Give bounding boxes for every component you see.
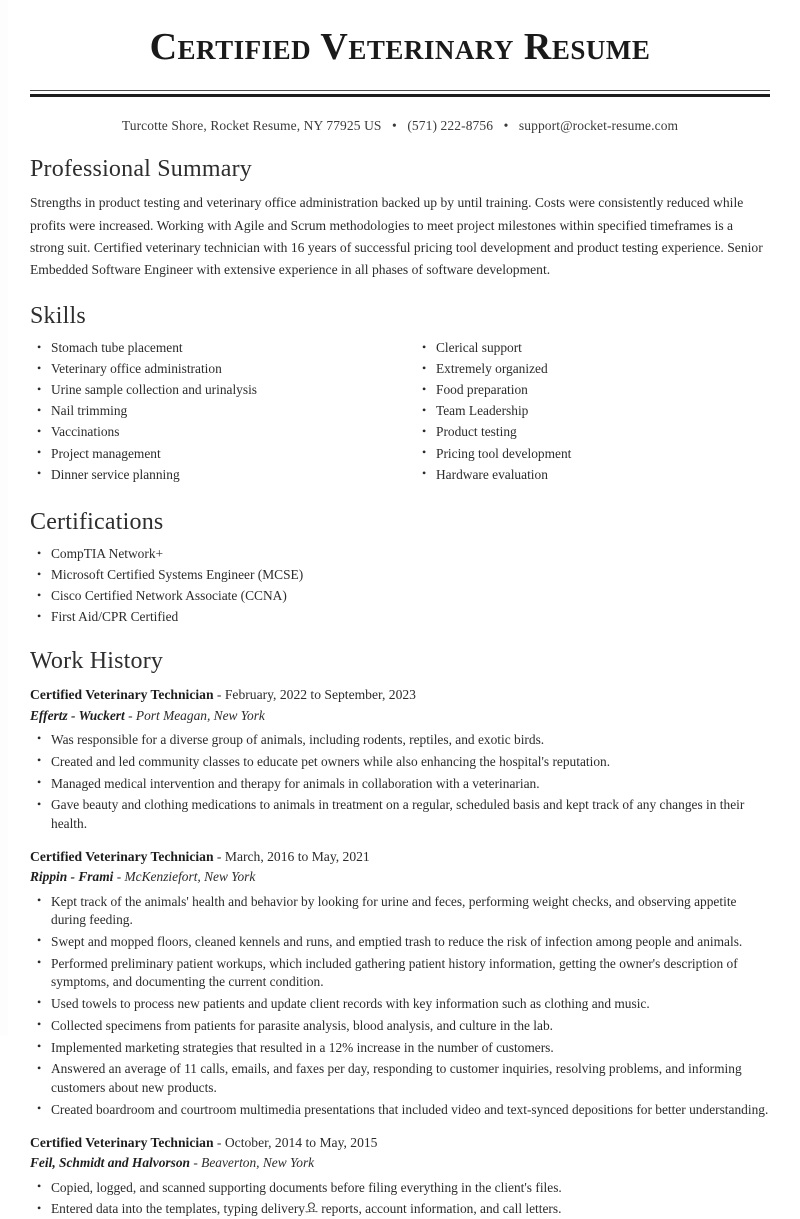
- divider-thick-line: [30, 94, 770, 97]
- work-history-entry: [30, 1133, 770, 1219]
- contact-email: support@rocket-resume.com: [518, 117, 679, 133]
- list-item: • Gave beauty and clothing medications to animals in treatment on a regular, scheduled basis and kept track of any changes in their health.: [30, 796, 770, 833]
- list-item: • Kept track of the animals' health and behavior by looking for urine and feces, performing weight checks, and observing appetite during feeding.: [30, 893, 770, 930]
- job-company: Feil, Schmidt and Halvorson: [30, 1155, 190, 1171]
- section-professional-summary: [30, 155, 770, 281]
- job-separator: -: [216, 849, 222, 865]
- list-item: • Answered an average of 11 calls, emails, and faxes per day, responding to customer inquiries, resolving problems, and informing customers about new products.: [30, 1060, 770, 1097]
- job-dates: October, 2014 to May, 2015: [224, 1135, 378, 1151]
- certifications-list: [30, 545, 770, 626]
- section-work-history: [30, 647, 770, 1218]
- job-title: Certified Veterinary Technician: [30, 1135, 214, 1151]
- list-item: • First Aid/CPR Certified: [30, 608, 770, 626]
- list-item: • Dinner service planning: [30, 466, 400, 484]
- list-item: • Collected specimens from patients for parasite analysis, blood analysis, and culture in the lab.: [30, 1017, 770, 1035]
- list-item: • Used towels to process new patients and update client records with key information such as clothing and music.: [30, 995, 770, 1013]
- job-location: Port Meagan, New York: [135, 707, 265, 723]
- list-item: • Team Leadership: [415, 402, 770, 420]
- page-edge: [0, 0, 8, 1035]
- contact-phone: (571) 222-8756: [407, 117, 494, 133]
- job-separator: -: [128, 707, 133, 723]
- list-item: • Cisco Certified Network Associate (CCNA): [30, 587, 770, 605]
- work-history-entry: [30, 847, 770, 1119]
- page-title: Certified Veterinary Resume: [149, 26, 651, 68]
- job-responsibilities: [30, 893, 770, 1119]
- summary-text: Strengths in product testing and veterinary office administration backed up by until training. Costs were consistently reduced while profits were increased. Working with Agile and Scrum methodologies to meet project milestones within specified timeframes is a strong suit. Certified veterinary technician with 16 years of successful pricing tool development and product testing experience. Senior Embedded Software Engineer with extensive experience in all phases of software development.: [30, 195, 763, 277]
- list-item: • Performed preliminary patient workups, which included gathering patient history information, getting the owner's description of symptoms, and documenting the current condition.: [30, 955, 770, 992]
- job-title: Certified Veterinary Technician: [30, 849, 214, 865]
- job-dates: February, 2022 to September, 2023: [224, 687, 416, 703]
- job-location: Beaverton, New York: [201, 1155, 315, 1171]
- list-item: • Veterinary office administration: [30, 360, 400, 378]
- header-divider: [30, 90, 770, 97]
- job-subheading: [30, 706, 770, 726]
- list-item: • Hardware evaluation: [415, 466, 770, 484]
- job-company: Rippin - Frami: [30, 869, 114, 885]
- contact-separator-2: •: [503, 117, 509, 133]
- skills-column-right: [400, 339, 770, 486]
- section-title-skills: Skills: [30, 302, 86, 329]
- list-item: • Project management: [30, 445, 400, 463]
- skills-columns: [30, 339, 770, 486]
- skills-list-left: [30, 339, 400, 483]
- job-separator: -: [193, 1155, 198, 1171]
- job-heading: [30, 1133, 770, 1153]
- section-certifications: [30, 508, 770, 627]
- job-separator: -: [116, 869, 122, 885]
- job-responsibilities: [30, 1179, 770, 1219]
- list-item: • Nail trimming: [30, 402, 400, 420]
- list-item: • Product testing: [415, 423, 770, 441]
- job-separator: -: [216, 1135, 222, 1151]
- contact-separator-1: •: [392, 117, 397, 133]
- skills-list-right: [415, 339, 770, 483]
- list-item: • Created and led community classes to educate pet owners while also enhancing the hospital's reputation.: [30, 753, 770, 771]
- job-heading: [30, 847, 770, 867]
- list-item: • Copied, logged, and scanned supporting documents before filing everything in the client's files.: [30, 1179, 770, 1197]
- skills-column-left: [30, 339, 400, 486]
- job-separator: -: [216, 687, 222, 703]
- work-history-entry: [30, 685, 770, 833]
- list-item: • Was responsible for a diverse group of animals, including rodents, reptiles, and exotic birds.: [30, 731, 770, 749]
- list-item: • Implemented marketing strategies that resulted in a 12% increase in the number of customers.: [30, 1039, 770, 1057]
- list-item: • Entered data into the templates, typing delivery요 reports, account information, and call letters.: [30, 1200, 770, 1218]
- contact-address: Turcotte Shore, Rocket Resume, NY 77925 US: [121, 117, 382, 133]
- list-item: • Created boardroom and courtroom multimedia presentations that included video and text-synced depositions for better understanding.: [30, 1101, 770, 1119]
- list-item: • CompTIA Network+: [30, 545, 770, 563]
- section-skills: [30, 302, 770, 487]
- job-subheading: [30, 867, 770, 887]
- list-item: • Stomach tube placement: [30, 339, 400, 357]
- job-location: McKenziefort, New York: [124, 869, 256, 885]
- job-responsibilities: [30, 731, 770, 833]
- section-title-summary: Professional Summary: [30, 155, 252, 182]
- job-company: Effertz - Wuckert: [30, 707, 125, 723]
- section-title-certifications: Certifications: [30, 508, 164, 535]
- job-dates: March, 2016 to May, 2021: [224, 849, 370, 865]
- list-item: • Pricing tool development: [415, 445, 770, 463]
- list-item: • Microsoft Certified Systems Engineer (MCSE): [30, 566, 770, 584]
- list-item: • Clerical support: [415, 339, 770, 357]
- job-heading: [30, 685, 770, 705]
- job-subheading: [30, 1153, 770, 1173]
- list-item: • Vaccinations: [30, 423, 400, 441]
- contact-info: [30, 118, 770, 134]
- list-item: • Managed medical intervention and therapy for animals in collaboration with a veterinarian.: [30, 775, 770, 793]
- list-item: • Swept and mopped floors, cleaned kennels and runs, and emptied trash to reduce the risk of infection among people and animals.: [30, 933, 770, 951]
- section-title-work-history: Work History: [30, 648, 164, 675]
- job-title: Certified Veterinary Technician: [30, 687, 214, 703]
- list-item: • Urine sample collection and urinalysis: [30, 381, 400, 399]
- list-item: • Food preparation: [415, 381, 770, 399]
- list-item: • Extremely organized: [415, 360, 770, 378]
